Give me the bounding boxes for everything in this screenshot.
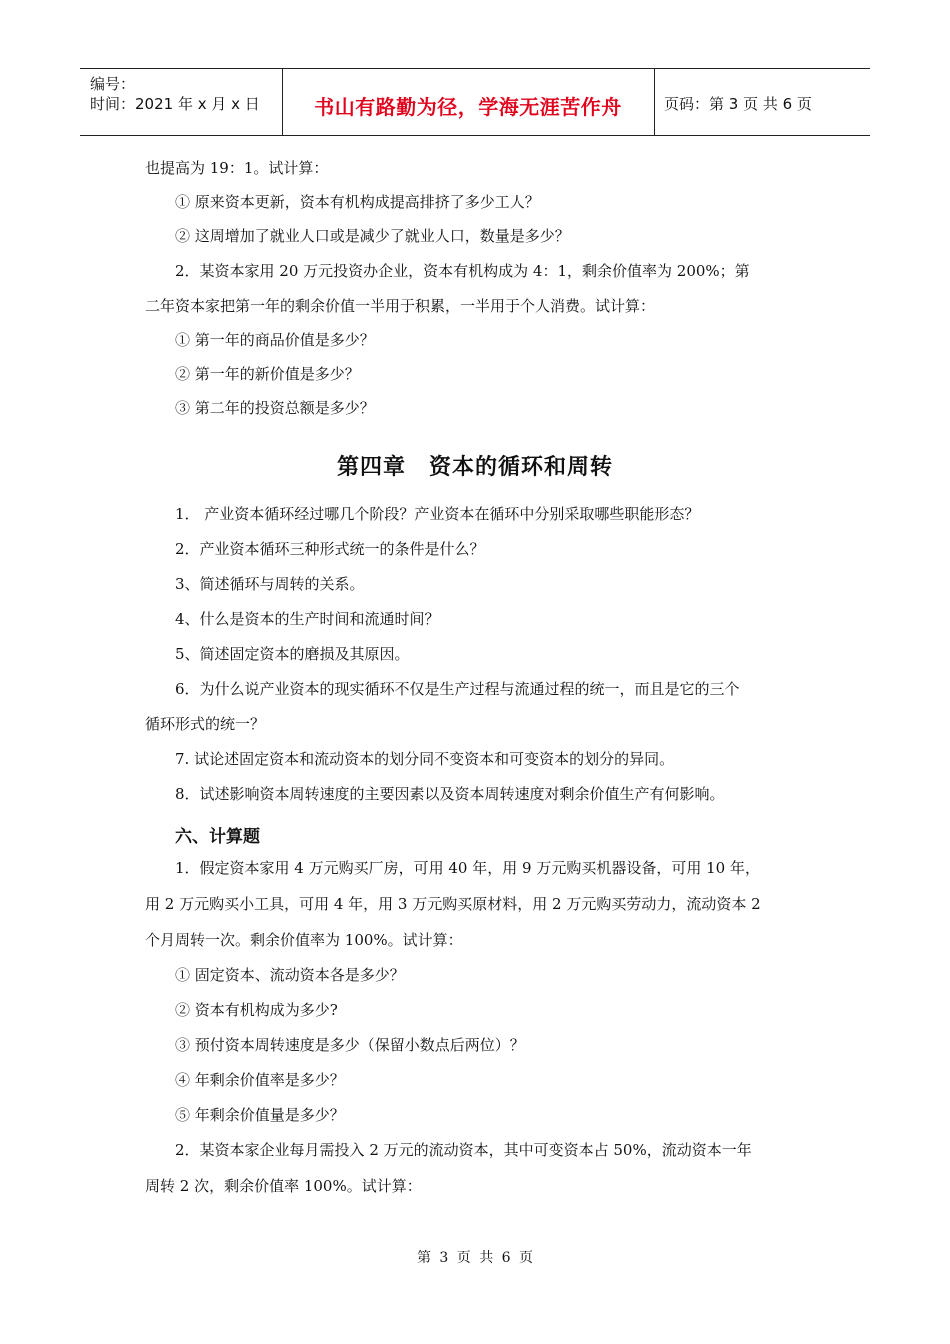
- sub-question: ② 资本有机构成为多少?: [175, 1001, 338, 1019]
- page-footer: 第 3 页 共 6 页: [416, 1250, 534, 1266]
- sub-question: ④ 年剩余价值率是多少？: [175, 1071, 345, 1089]
- header-motto: 书山有路勤为径，学海无涯苦作舟: [314, 95, 622, 119]
- problem-statement: 2．某资本家用 20 万元投资办企业，资本有机构成为 4：1，剩余价值率为 200%；第: [175, 262, 750, 280]
- question-item: 1． 产业资本循环经过哪几个阶段？产业资本在循环中分别采取哪些职能形态？: [175, 505, 700, 523]
- paragraph-line: 周转 2 次，剩余价值率 100%。试计算：: [145, 1177, 422, 1195]
- sub-question: ⑤ 年剩余价值量是多少？: [175, 1106, 345, 1124]
- sub-question: ③ 第二年的投资总额是多少？: [175, 399, 375, 417]
- question-item-continued: 循环形式的统一？: [145, 715, 266, 733]
- problem-statement: 1．假定资本家用 4 万元购买厂房，可用 40 年，用 9 万元购买机器设备，可用 10 年，: [175, 859, 760, 877]
- header-motto-cell: [282, 69, 655, 135]
- document-date: 时间：2021 年 x 月 x 日: [90, 95, 260, 113]
- question-item: 6．为什么说产业资本的现实循环不仅是生产过程与流通过程的统一，而且是它的三个: [175, 680, 740, 698]
- sub-question: ② 第一年的新价值是多少？: [175, 365, 360, 383]
- calculation-problems: [145, 858, 810, 1211]
- document-number-label: 编号：: [90, 75, 136, 93]
- sub-question: ③ 预付资本周转速度是多少（保留小数点后两位）？: [175, 1036, 525, 1054]
- section-title: 六、计算题: [175, 827, 260, 847]
- question-item: 5、简述固定资本的磨损及其原因。: [175, 645, 410, 663]
- review-questions: [145, 504, 810, 819]
- paragraph-line: 二年资本家把第一年的剩余价值一半用于积累，一半用于个人消费。试计算：: [145, 297, 656, 315]
- question-item: 2．产业资本循环三种形式统一的条件是什么？: [175, 540, 485, 558]
- sub-question: ① 原来资本更新，资本有机构成提高排挤了多少工人？: [175, 193, 540, 211]
- header-page-cell: [654, 69, 870, 135]
- paragraph-line: 个月周转一次。剩余价值率为 100%。试计算：: [145, 931, 463, 949]
- paragraph-line: 用 2 万元购买小工具，可用 4 年，用 3 万元购买原材料，用 2 万元购买劳动力，流动资本 2: [145, 895, 761, 913]
- section-heading-wrap: [145, 822, 810, 847]
- problem-statement: 2．某资本家企业每月需投入 2 万元的流动资本，其中可变资本占 50%，流动资本一年: [175, 1141, 752, 1159]
- paragraph-line: 也提高为 19：1。试计算：: [145, 159, 329, 177]
- question-item: 7. 试论述固定资本和流动资本的划分同不变资本和可变资本的划分的异同。: [175, 750, 675, 768]
- sub-question: ① 第一年的商品价值是多少？: [175, 331, 375, 349]
- problem-continuation: [145, 158, 810, 432]
- sub-question: ① 固定资本、流动资本各是多少？: [175, 966, 405, 984]
- header-meta-cell: [80, 69, 283, 135]
- sub-question: ② 这周增加了就业人口或是减少了就业人口，数量是多少？: [175, 227, 570, 245]
- page-header: [80, 68, 870, 136]
- chapter-title: 第四章 资本的循环和周转: [336, 455, 613, 480]
- question-item: 8．试述影响资本周转速度的主要因素以及资本周转速度对剩余价值生产有何影响。: [175, 785, 725, 803]
- question-item: 3、简述循环与周转的关系。: [175, 575, 365, 593]
- header-page-info: 页码：第 3 页 共 6 页: [664, 95, 812, 113]
- question-item: 4、什么是资本的生产时间和流通时间？: [175, 610, 440, 628]
